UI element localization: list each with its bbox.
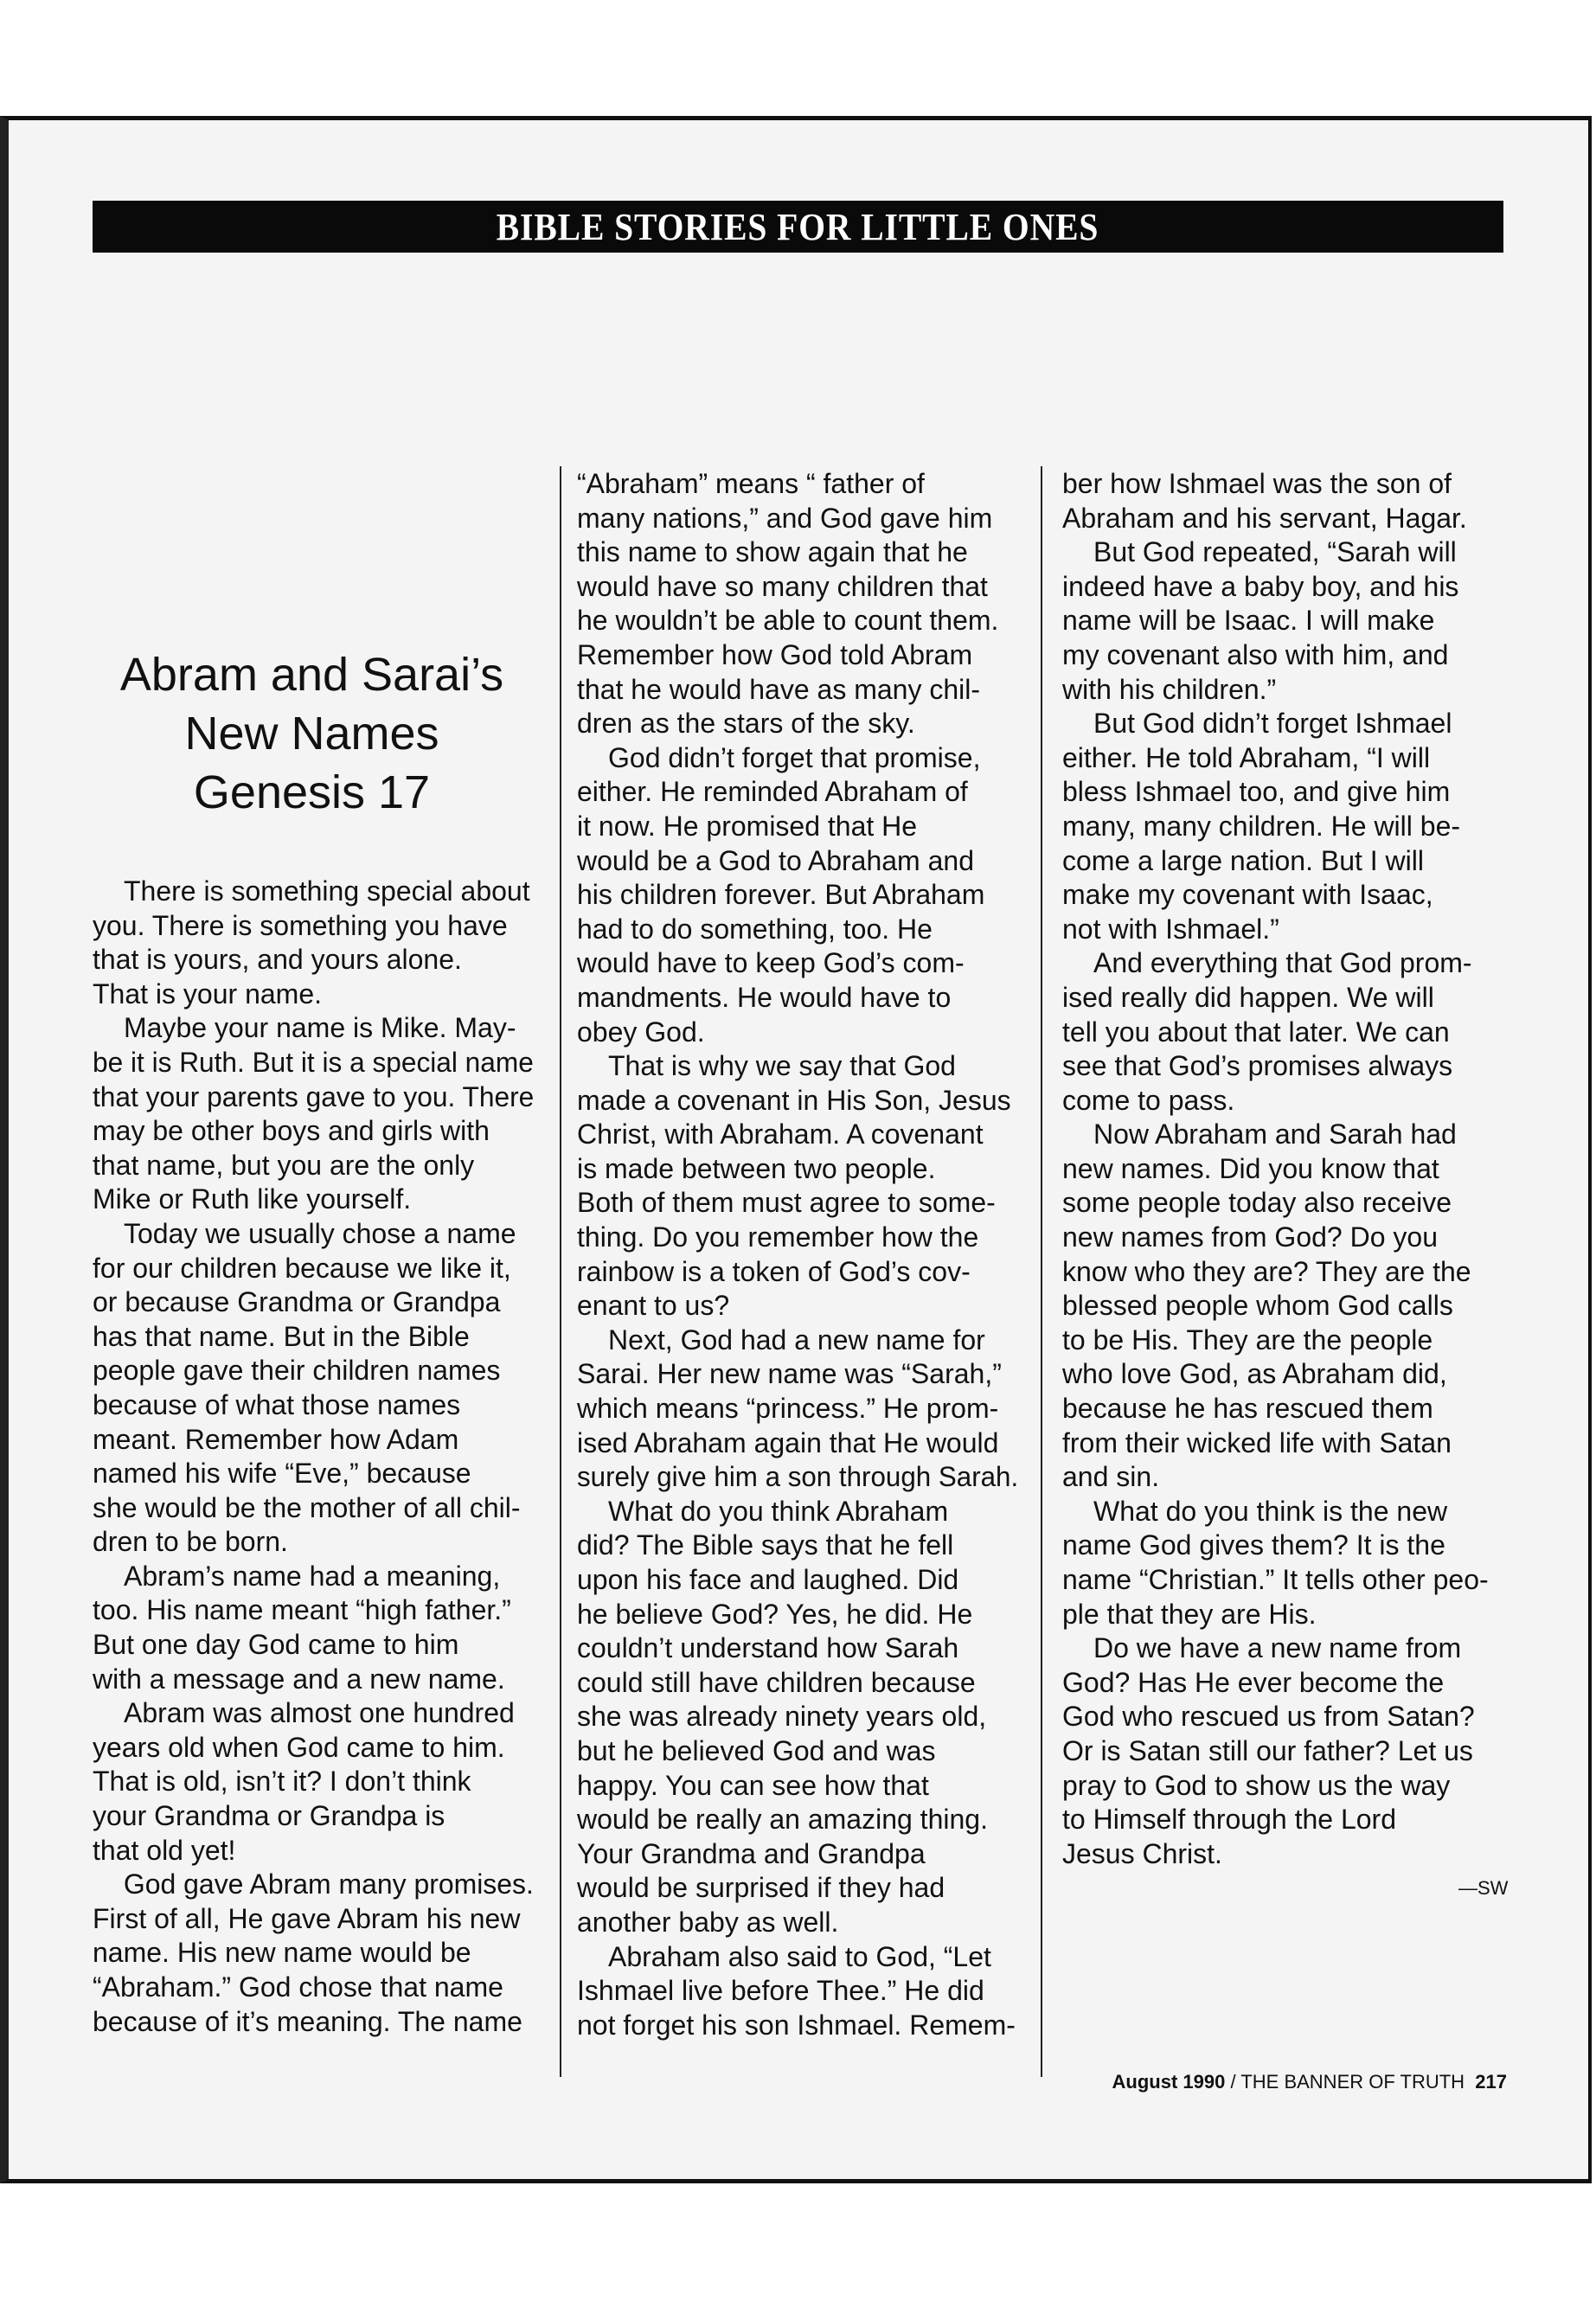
text-line: named his wife “Eve,” because (93, 1458, 471, 1490)
text-line: that he would have as many chil- (577, 673, 981, 705)
text-line: either. He told Abraham, “I will (1062, 741, 1431, 773)
text-column-3 (1062, 467, 1503, 1871)
text-line: “Abraham.” God chose that name (93, 1971, 503, 2003)
text-line: Your Grandma and Grandpa (577, 1837, 926, 1869)
footer-publication: THE BANNER OF TRUTH (1240, 2071, 1465, 2093)
text-line: who love God, as Abraham did, (1062, 1358, 1447, 1390)
scripture-reference: Genesis 17 (193, 766, 431, 818)
text-line: Both of them must agree to some- (577, 1187, 996, 1219)
text-line: rainbow is a token of God’s cov- (577, 1255, 971, 1287)
text-line: Abram was almost one hundred (124, 1697, 515, 1729)
text-line: with a message and a new name. (93, 1663, 505, 1695)
text-line: could still have children because (577, 1666, 976, 1698)
column-divider (560, 466, 561, 2077)
text-line: your Grandma or Grandpa is (93, 1800, 445, 1832)
text-line: Remember how God told Abram (577, 638, 973, 670)
text-line: Abram’s name had a meaning, (124, 1560, 501, 1592)
text-line: from their wicked life with Satan (1062, 1426, 1452, 1458)
text-line: ber how Ishmael was the son of (1062, 468, 1452, 499)
text-line: That is your name. (93, 977, 322, 1009)
text-line: name “Christian.” It tells other peo- (1062, 1564, 1489, 1595)
text-line: bless Ishmael too, and give him (1062, 776, 1451, 808)
text-line: many, many children. He will be- (1062, 810, 1461, 842)
text-line: and sin. (1062, 1461, 1160, 1493)
text-line: meant. Remember how Adam (93, 1423, 459, 1455)
text-line: not with Ishmael.” (1062, 913, 1279, 945)
text-line: pray to God to show us the way (1062, 1769, 1451, 1801)
text-line: What do you think Abraham (608, 1495, 949, 1527)
section-banner (93, 201, 1503, 253)
text-line: come to pass. (1062, 1084, 1235, 1116)
text-line: Abraham and his servant, Hagar. (1062, 502, 1467, 534)
footer-separator: / (1225, 2071, 1241, 2093)
page-footer (1112, 2071, 1507, 2093)
text-line: Or is Satan still our father? Let us (1062, 1734, 1473, 1766)
text-line: would be really an amazing thing. (577, 1804, 988, 1836)
text-line: come a large nation. But I will (1062, 844, 1424, 876)
text-line: But God repeated, “Sarah will (1093, 536, 1457, 568)
text-line: thing. Do you remember how the (577, 1221, 979, 1253)
text-line: ised Abraham again that He would (577, 1426, 999, 1458)
text-line: he believe God? Yes, he did. He (577, 1598, 973, 1630)
text-line: to Himself through the Lord (1062, 1804, 1396, 1836)
text-line: But God didn’t forget Ishmael (1093, 708, 1452, 740)
text-line: name will be Isaac. I will make (1062, 605, 1435, 637)
text-line: Today we usually chose a name (124, 1217, 516, 1249)
text-line: would have so many children that (577, 570, 988, 602)
text-line: this name to show again that he (577, 536, 968, 568)
text-line: because of it’s meaning. The name (93, 2005, 522, 2037)
text-line: blessed people whom God calls (1062, 1290, 1453, 1322)
text-line: either. He reminded Abraham of (577, 776, 968, 808)
text-line: people gave their children names (93, 1355, 501, 1387)
text-line: make my covenant with Isaac, (1062, 879, 1433, 911)
text-line: ple that they are His. (1062, 1598, 1317, 1630)
column-divider (1041, 466, 1042, 2077)
section-banner-title: BIBLE STORIES FOR LITTLE ONES (497, 205, 1099, 248)
text-line: many nations,” and God gave him (577, 502, 993, 534)
text-line: see that God’s promises always (1062, 1050, 1453, 1082)
text-line: made a covenant in His Son, Jesus (577, 1084, 1011, 1116)
text-line: she was already ninety years old, (577, 1701, 987, 1733)
text-line: she would be the mother of all chil- (93, 1491, 521, 1523)
story-title (93, 645, 531, 822)
footer-date: August 1990 (1112, 2071, 1226, 2093)
text-line: you. There is something you have (93, 909, 508, 941)
text-line: my covenant also with him, and (1062, 638, 1449, 670)
text-line: tell you about that later. We can (1062, 1016, 1450, 1048)
text-column-2 (577, 467, 1018, 2042)
text-line: Christ, with Abraham. A covenant (577, 1118, 984, 1150)
text-line: Ishmael live before Thee.” He did (577, 1975, 984, 2007)
text-line: it now. He promised that He (577, 810, 918, 842)
text-line: name God gives them? It is the (1062, 1529, 1445, 1561)
text-line: be it is Ruth. But it is a special name (93, 1046, 534, 1078)
text-line: but he believed God and was (577, 1734, 936, 1766)
story-title-line: New Names (184, 708, 439, 760)
text-line: is made between two people. (577, 1152, 936, 1184)
text-line: ised really did happen. We will (1062, 981, 1434, 1013)
text-line: God gave Abram many promises. (123, 1868, 534, 1900)
text-line: or because Grandma or Grandpa (93, 1286, 501, 1318)
text-line: Sarai. Her new name was “Sarah,” (577, 1358, 1002, 1390)
text-line: obey God. (577, 1016, 705, 1048)
text-line: That is why we say that God (608, 1050, 956, 1082)
text-line: There is something special about (124, 875, 530, 907)
text-line: too. His name meant “high father.” (93, 1594, 511, 1626)
text-line: because he has rescued them (1062, 1393, 1433, 1425)
text-line: that old yet! (93, 1834, 236, 1866)
text-line: That is old, isn’t it? I don’t think (93, 1766, 471, 1798)
text-line: new names from God? Do you (1062, 1221, 1438, 1253)
text-line: did? The Bible says that he fell (577, 1529, 954, 1561)
text-line: And everything that God prom- (1093, 947, 1472, 979)
text-line: years old when God came to him. (93, 1731, 505, 1763)
story-title-line: Abram and Sarai’s (119, 649, 504, 701)
text-line: indeed have a baby boy, and his (1062, 570, 1459, 602)
text-line: to be His. They are the people (1062, 1324, 1433, 1356)
text-line: that your parents gave to you. There (93, 1080, 535, 1112)
text-line: God? Has He ever become the (1062, 1666, 1445, 1698)
text-line: happy. You can see how that (577, 1769, 929, 1801)
text-line: Next, God had a new name for (608, 1324, 985, 1356)
text-line: Now Abraham and Sarah had (1093, 1118, 1457, 1150)
text-line: upon his face and laughed. Did (577, 1564, 959, 1595)
text-line: Mike or Ruth like yourself. (93, 1183, 412, 1215)
text-line: Do we have a new name from (1093, 1632, 1462, 1664)
text-line: has that name. But in the Bible (93, 1320, 470, 1352)
text-line: surely give him a son through Sarah. (577, 1461, 1019, 1493)
text-line: that is yours, and yours alone. (93, 944, 462, 976)
text-line: Jesus Christ. (1062, 1837, 1222, 1869)
text-line: his children forever. But Abraham (577, 879, 985, 911)
text-line: which means “princess.” He prom- (577, 1393, 999, 1425)
text-line: some people today also receive (1062, 1187, 1452, 1219)
text-line: Abraham also said to God, “Let (608, 1940, 991, 1972)
text-line: another baby as well. (577, 1906, 839, 1938)
text-column-1 (93, 875, 534, 2039)
text-line: enant to us? (577, 1290, 730, 1322)
text-line: What do you think is the new (1093, 1495, 1448, 1527)
author-signature: —SW (1458, 1877, 1509, 1899)
text-line: would be a God to Abraham and (577, 844, 974, 876)
text-line: couldn’t understand how Sarah (577, 1632, 959, 1664)
text-line: dren to be born. (93, 1526, 288, 1558)
text-line: would be surprised if they had (577, 1872, 945, 1904)
text-line: with his children.” (1062, 673, 1277, 705)
text-line: would have to keep God’s com- (577, 947, 965, 979)
text-line: But one day God came to him (93, 1629, 459, 1661)
text-line: God who rescued us from Satan? (1062, 1701, 1475, 1733)
text-line: that name, but you are the only (93, 1149, 475, 1181)
text-line: not forget his son Ishmael. Remem- (577, 2009, 1016, 2041)
text-line: for our children because we like it, (93, 1252, 511, 1284)
text-line: may be other boys and girls with (93, 1115, 490, 1147)
text-line: he wouldn’t be able to count them. (577, 605, 999, 637)
text-line: know who they are? They are the (1062, 1255, 1471, 1287)
text-line: “Abraham” means “ father of (577, 468, 925, 499)
text-line: because of what those names (93, 1388, 461, 1420)
text-line: mandments. He would have to (577, 981, 952, 1013)
text-line: First of all, He gave Abram his new (93, 1902, 521, 1934)
text-line: dren as the stars of the sky. (577, 708, 915, 740)
text-line: had to do something, too. He (577, 913, 933, 945)
text-line: new names. Did you know that (1062, 1152, 1439, 1184)
page-number: 217 (1475, 2071, 1507, 2093)
text-line: name. His new name would be (93, 1937, 471, 1969)
text-line: Maybe your name is Mike. May- (124, 1012, 516, 1044)
text-line: God didn’t forget that promise, (608, 741, 981, 773)
